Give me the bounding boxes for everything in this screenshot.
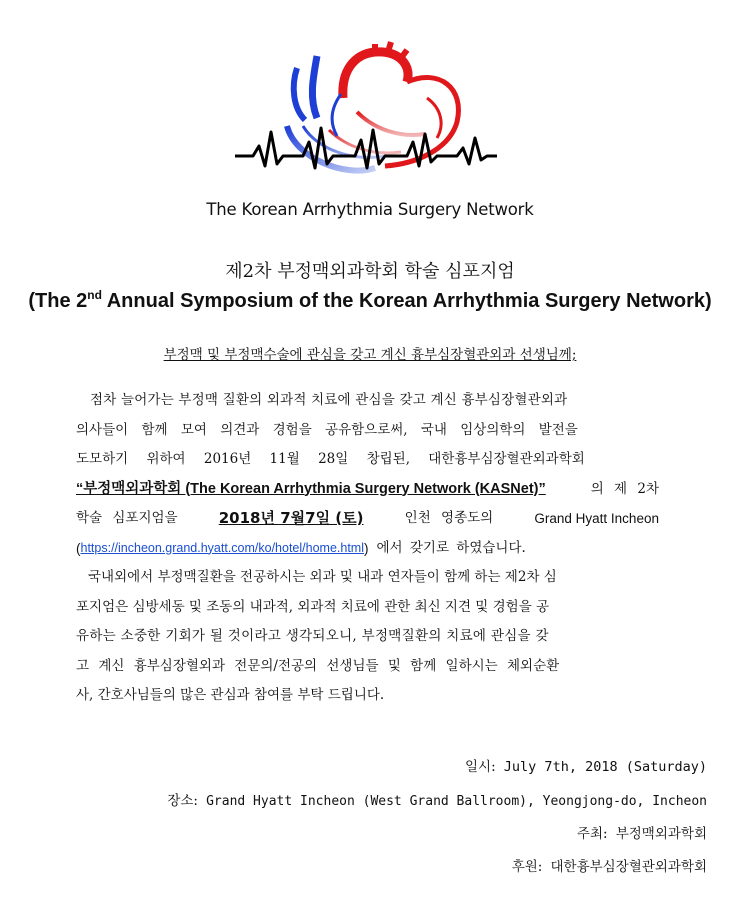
sponsor-label: 후원: <box>511 859 543 875</box>
event-host <box>577 822 707 842</box>
salutation: 부정맥 및 부정맥수술에 관심을 갖고 계신 흉부심장혈관외과 선생님께; <box>163 347 577 363</box>
body-p1-line6-rest: 에서 갖기로 하였습니다. <box>376 539 526 556</box>
body-line <box>76 386 659 416</box>
body-line <box>76 445 659 475</box>
title-english-sup: nd <box>87 288 102 302</box>
host-value: 부정맥외과학회 <box>615 826 707 842</box>
body-line <box>76 622 659 652</box>
title-english <box>0 290 740 313</box>
url-open-paren: ( <box>76 540 81 556</box>
heart-ecg-logo-icon <box>225 38 505 188</box>
title-korean: 제2차 부정맥외과학회 학술 심포지엄 <box>225 261 515 282</box>
body-p2-line2: 포지엄은 심방세동 및 조동의 내과적, 외과적 치료에 관한 최신 지견 및 경험을 공 <box>76 598 550 615</box>
body-p1-line2: 의사들이 함께 모여 의견과 경험을 공유함으로써, 국내 임상의학의 발전을 <box>76 421 578 438</box>
place-label: 장소: <box>167 793 198 809</box>
title-english-pre: (The 2 <box>28 290 88 312</box>
event-sponsor <box>512 855 707 875</box>
date-value: July 7th, 2018 (Saturday) <box>503 759 707 775</box>
body-line <box>76 475 659 505</box>
body-p2-line5: 사, 간호사님들의 많은 관심과 참여를 부탁 드립니다. <box>76 687 385 703</box>
venue-name: Grand Hyatt Incheon <box>534 511 659 526</box>
sponsor-value: 대한흉부심장혈관외과학회 <box>550 859 707 875</box>
body-p2-line3: 유하는 소중한 기회가 될 것이라고 생각되오니, 부정맥질환의 치료에 관심을 갖 <box>76 628 549 644</box>
body-p1-line5-pre: 학술 심포지엄을 <box>76 510 178 526</box>
host-label: 주최: <box>576 826 608 842</box>
body-text <box>76 386 659 711</box>
body-line <box>76 504 659 534</box>
body-p1-line1: 점차 늘어가는 부정맥 질환의 외과적 치료에 관심을 갖고 계신 흉부심장혈관외과 <box>90 392 568 408</box>
body-p2-line1: 국내외에서 부정맥질환을 전공하시는 외과 및 내과 연자들이 함께 하는 제2차 심 <box>88 569 557 585</box>
body-p1-line3: 도모하기 위하여 2016년 11월 28일 창립된, 대한흉부심장혈관외과학회 <box>76 451 585 467</box>
body-line <box>76 534 659 564</box>
body-p1-line5-post: 인천 영종도의 <box>404 510 494 526</box>
body-line <box>76 593 659 623</box>
event-place <box>167 789 707 809</box>
event-date <box>465 755 707 775</box>
title-english-post: Annual Symposium of the Korean Arrhythmia Surgery Network) <box>101 290 712 312</box>
body-line <box>76 681 659 711</box>
body-p2-line4: 고 계신 흉부심장혈외과 전문의/전공의 선생님들 및 함께 일하시는 체외순환 <box>76 657 560 674</box>
body-line <box>76 416 659 446</box>
hotel-link[interactable]: https://incheon.grand.hyatt.com/ko/hotel/home.html <box>80 540 364 555</box>
url-close-paren: ) <box>364 540 369 556</box>
place-value: Grand Hyatt Incheon (West Grand Ballroom), Yeongjong-do, Incheon <box>206 794 707 809</box>
symposium-date: 2018년 7월7일 (토) <box>218 509 364 527</box>
organization-name: The Korean Arrhythmia Surgery Network <box>206 200 534 219</box>
society-name: “부정맥외과학회 (The Korean Arrhythmia Surgery Network (KASNet)” <box>76 480 546 497</box>
body-line <box>76 652 659 682</box>
date-label: 일시: <box>465 759 496 775</box>
body-line <box>76 563 659 593</box>
kasnet-logo <box>225 38 505 188</box>
body-p1-line4-rest: 의 제 2차 <box>590 480 659 497</box>
